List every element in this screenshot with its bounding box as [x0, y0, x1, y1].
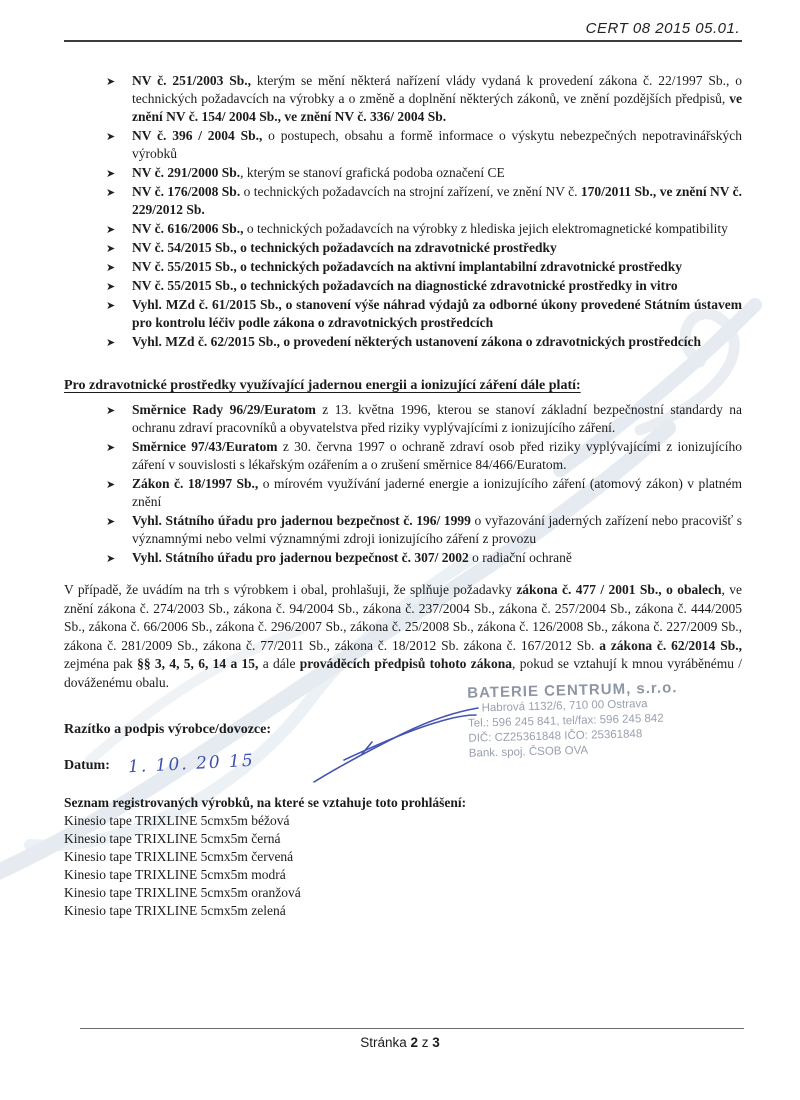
arrow-bullet-icon: ➤ — [106, 300, 116, 312]
regulation-text: NV č. 54/2015 Sb., o technických požadavcích na zdravotnické prostředky — [132, 240, 557, 255]
regulation-item — [104, 512, 742, 548]
arrow-bullet-icon: ➤ — [106, 187, 116, 199]
section-gap — [64, 352, 742, 376]
stamp-tax-ids: DIČ: CZ25361848 IČO: 25361848 — [468, 728, 643, 745]
arrow-bullet-icon: ➤ — [106, 262, 116, 274]
regulation-item — [104, 127, 742, 163]
regulation-text: Směrnice Rady 96/29/Euratom z 13. května 1996, kterou se stanoví základní bezpečnostní standardy na ochranu zdraví pracovníků a obyvatelstva před riziky vyplývajícími z ionizujícího záření. — [132, 402, 742, 435]
stamp-signature-label: Razítko a podpis výrobce/dovozce: — [64, 722, 272, 737]
regulation-list-2 — [64, 401, 742, 567]
products-heading: Seznam registrovaných výrobků, na které se vztahuje toto prohlášení: — [64, 795, 467, 810]
product-item: Kinesio tape TRIXLINE 5cmx5m modrá — [64, 867, 286, 882]
regulation-text: Vyhl. MZd č. 61/2015 Sb., o stanovení výše náhrad výdajů za odborné úkony provedené Státním ústavem pro kontrolu léčiv podle zákona o zdravotnických prostředcích — [132, 297, 742, 330]
product-item: Kinesio tape TRIXLINE 5cmx5m oranžová — [64, 885, 301, 900]
section-heading: Pro zdravotnické prostředky využívající jadernou energii a ionizující záření dále platí: — [64, 378, 581, 393]
product-item: Kinesio tape TRIXLINE 5cmx5m béžová — [64, 813, 290, 828]
handwritten-date: 1. 10. 20 15 — [127, 750, 256, 778]
regulation-item — [104, 239, 742, 257]
arrow-bullet-icon: ➤ — [106, 131, 116, 143]
packaging-declaration-paragraph: V případě, že uvádím na trh s výrobkem i obal, prohlašuji, že splňuje požadavky zákona č. 477 / 2001 Sb., o obalech, ve znění zákona č. 274/2003 Sb., zákona č. 94/2004 Sb., zákona č. 237/2004 Sb., zákona č. 257/2004 Sb., zákona č. 444/2005 Sb., zákona č. 66/2006 Sb., zákona č. 296/2007 Sb., zákona č. 25/2008 Sb., zákona č. 126/2008 Sb., zákona č. 227/2009 Sb., zákona č. 281/2009 Sb., zákona č. 77/2011 Sb., zákona č. 18/2012 Sb. zákona č. 167/2012 Sb. a zákona č. 62/2014 Sb., zejména pak §§ 3, 4, 5, 6, 14 a 15, a dále prováděcích předpisů tohoto zákona, pokud se vztahují k mnou vyráběnému / dováženému obalu. — [64, 582, 743, 690]
regulation-item — [104, 258, 742, 276]
regulation-text: NV č. 176/2008 Sb. o technických požadavcích na strojní zařízení, ve znění NV č. 170/2011 Sb., ve znění NV č. 229/2012 Sb. — [132, 184, 742, 217]
regulation-text: NV č. 396 / 2004 Sb., o postupech, obsahu a formě informace o výskytu nebezpečných nepotravinářských výrobků — [132, 128, 742, 161]
regulation-text: NV č. 55/2015 Sb., o technických požadavcích na diagnostické zdravotnické prostředky in vitro — [132, 278, 678, 293]
arrow-bullet-icon: ➤ — [106, 479, 116, 491]
regulation-item — [104, 72, 742, 126]
regulation-item — [104, 296, 742, 332]
regulation-item — [104, 333, 742, 351]
regulation-item — [104, 183, 742, 219]
regulation-text: NV č. 251/2003 Sb., kterým se mění některá nařízení vlády vydaná k provedení zákona č. 22/1997 Sb., o technických požadavcích na výrobky a o změně a doplnění některých zákonů, ve znění pozdějších předpisů, ve znění NV č. 154/ 2004 Sb., ve znění NV č. 336/ 2004 Sb. — [132, 73, 743, 124]
stamp-company-name: BATERIE CENTRUM, s.r.o. — [467, 679, 678, 702]
arrow-bullet-icon: ➤ — [106, 516, 116, 528]
header-rule — [64, 40, 742, 42]
regulation-item — [104, 220, 742, 238]
arrow-bullet-icon: ➤ — [106, 442, 116, 454]
arrow-bullet-icon: ➤ — [106, 243, 116, 255]
regulation-text: Směrnice 97/43/Euratom z 30. června 1997 o ochraně zdraví osob před riziky vyplývajícími z ionizujícího záření v souvislosti s lékařským ozářením a o zrušení směrnice 84/466/Euratom. — [132, 439, 742, 472]
regulation-item — [104, 438, 742, 474]
date-label: Datum: — [64, 758, 110, 773]
page-number: Stránka 2 z 3 — [360, 1035, 440, 1050]
regulation-text: Vyhl. Státního úřadu pro jadernou bezpečnost č. 196/ 1999 o vyřazování jaderných zařízení nebo pracovišť s významnými nebo velmi významnými zdroji ionizujícího záření z provozu — [132, 513, 742, 546]
arrow-bullet-icon: ➤ — [106, 281, 116, 293]
company-stamp — [467, 679, 679, 761]
arrow-bullet-icon: ➤ — [106, 553, 116, 565]
arrow-bullet-icon: ➤ — [106, 224, 116, 236]
arrow-bullet-icon: ➤ — [106, 405, 116, 417]
arrow-bullet-icon: ➤ — [106, 168, 116, 180]
regulation-item — [104, 164, 742, 182]
signature-stamp-area — [64, 679, 742, 790]
date-line — [64, 750, 256, 778]
stamp-bank: Bank. spoj. ČSOB OVA — [468, 744, 589, 760]
registered-products-section — [64, 794, 742, 920]
regulation-text: Vyhl. Státního úřadu pro jadernou bezpečnost č. 307/ 2002 o radiační ochraně — [132, 550, 572, 565]
regulation-item — [104, 277, 742, 295]
regulation-list-1 — [64, 72, 742, 351]
product-item: Kinesio tape TRIXLINE 5cmx5m černá — [64, 831, 281, 846]
stamp-phone: Tel.: 596 245 841, tel/fax: 596 245 842 — [467, 712, 664, 730]
stamp-address: Habrová 1132/6, 710 00 Ostrava — [481, 698, 648, 715]
product-item: Kinesio tape TRIXLINE 5cmx5m zelená — [64, 903, 286, 918]
regulation-item — [104, 401, 742, 437]
page-footer — [0, 1028, 800, 1050]
product-item: Kinesio tape TRIXLINE 5cmx5m červená — [64, 849, 294, 864]
handwritten-signature — [310, 696, 490, 791]
regulation-text: Vyhl. MZd č. 62/2015 Sb., o provedení některých ustanovení zákona o zdravotnických prostředcích — [132, 334, 702, 349]
arrow-bullet-icon: ➤ — [106, 76, 116, 88]
document-code: CERT 08 2015 05.01. — [585, 20, 740, 37]
regulation-text: NV č. 291/2000 Sb., kterým se stanoví grafická podoba označení CE — [132, 165, 505, 180]
footer-rule — [80, 1028, 744, 1029]
arrow-bullet-icon: ➤ — [106, 337, 116, 349]
regulation-text: NV č. 55/2015 Sb., o technických požadavcích na aktivní implantabilní zdravotnické prostředky — [132, 259, 683, 274]
regulation-text: Zákon č. 18/1997 Sb., o mírovém využívání jaderné energie a ionizujícího záření (atomový zákon) v platném znění — [132, 476, 742, 509]
signature-stroke-icon — [310, 696, 490, 786]
regulation-text: NV č. 616/2006 Sb., o technických požadavcích na výrobky z hlediska jejich elektromagnetické kompatibility — [132, 221, 728, 236]
regulation-item — [104, 475, 742, 511]
regulation-item — [104, 549, 742, 567]
